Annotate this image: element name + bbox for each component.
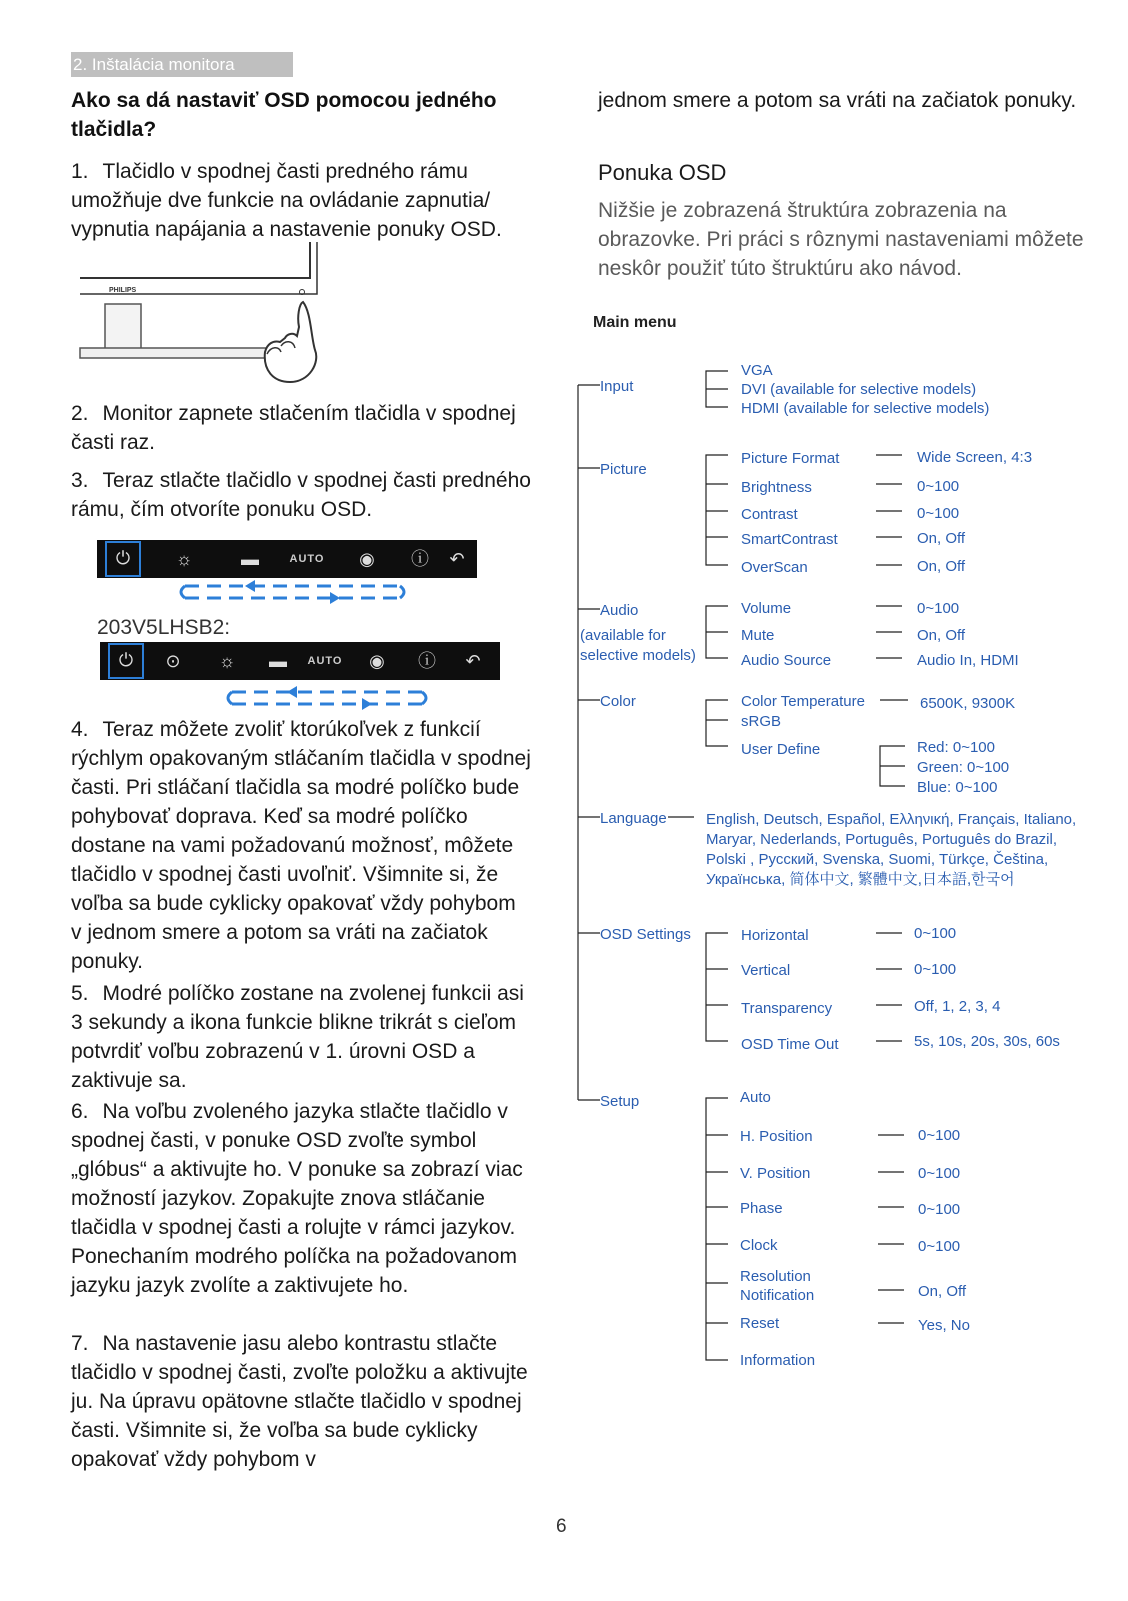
submenu-value: Green: 0~100 [917,759,1010,776]
contrast-icon: ▬ [241,549,259,569]
submenu-value: Audio In, HDMI [917,652,1019,669]
submenu-value: 0~100 [914,961,957,978]
submenu-value: On, Off [917,558,966,575]
submenu-item: Brightness [741,479,812,496]
step-text: Modré políčko zostane na zvolenej funkcii asi 3 sekundy a ikona funkcie blikne trikrát s cieľom potvrdiť voľbu zobrazenú v 1. úrovni OSD a zaktivuje sa. [71,982,524,1092]
submenu-value: 0~100 [917,478,960,495]
power-icon: ⏻ [105,541,141,577]
language-globe-icon: ◉ [369,651,385,671]
menu-input: Input [600,378,634,395]
step-text: Na voľbu zvoleného jazyka stlačte tlačidlo v spodnej časti, v ponuke OSD zvoľte symbol „glóbus“ a aktivujte ho. V ponuke sa zobrazí viac možností jazykov. Zopakujte znova stláčanie tlačidla v spodnej časti a rolujte v rámci jazykov. Ponechaním modrého políčka na požadovanom jazyku jazyk zvolíte a zaktivujete ho. [71,1100,523,1297]
step-4 [71,715,531,976]
submenu-item: HDMI (available for selective models) [741,400,990,417]
language-list: Maryar, Nederlands, Português, Português do Brazil, [706,831,1058,848]
menu-audio-note: selective models) [580,647,696,664]
submenu-item: Transparency [741,1000,833,1017]
submenu-item: Information [740,1352,816,1369]
model-label: 203V5LHSB2: [97,616,231,639]
step-text: Monitor zapnete stlačením tlačidla v spodnej časti raz. [71,402,516,454]
power-icon: ⏻ [108,643,144,679]
submenu-item: Auto [740,1089,771,1106]
step-text: Teraz stlačte tlačidlo v spodnej časti predného rámu, čím otvoríte ponuku OSD. [71,469,531,521]
submenu-value: 0~100 [914,925,957,942]
submenu-item: User Define [741,741,821,758]
menu-picture: Picture [600,461,647,478]
step-6 [71,1097,531,1300]
submenu-value: 0~100 [917,505,960,522]
submenu-item: Clock [740,1237,778,1254]
submenu-value: 5s, 10s, 20s, 30s, 60s [914,1033,1060,1050]
language-list: Українська, 简体中文, 繁體中文,日本語,한국어 [706,871,1015,888]
submenu-item: H. Position [740,1128,813,1145]
submenu-value: On, Off [917,627,966,644]
brightness-icon: ☼ [218,651,236,671]
submenu-value: On, Off [918,1283,967,1300]
tree-main-menu: Main menu [593,314,677,331]
cycle-arrow-1 [175,578,415,608]
menu-setup: Setup [600,1093,640,1110]
monitor-button-illustration [75,242,335,392]
submenu-value: Yes, No [918,1317,970,1334]
cycle-arrow-2 [222,684,436,714]
osd-menu-tree [570,305,1100,1385]
step-text: Tlačidlo v spodnej časti predného rámu umožňuje dve funkcie na ovládanie zapnutia/ vypnutia napájania a nastavenie ponuky OSD. [71,160,502,241]
page-number: 6 [556,1516,567,1537]
submenu-item: Volume [741,600,792,617]
submenu-item: Picture Format [741,450,840,467]
submenu-value: 0~100 [918,1165,961,1182]
submenu-item: Vertical [741,962,791,979]
auto-label: AUTO [307,655,343,667]
step-number: 7. [71,1332,89,1355]
submenu-value: Blue: 0~100 [917,779,998,796]
menu-language: Language [600,810,667,827]
submenu-item: Phase [740,1200,783,1217]
continuation-text: jednom smere a potom sa vráti na začiatok ponuky. [598,89,1077,112]
submenu-item: Contrast [741,506,798,523]
submenu-item: Mute [741,627,775,644]
submenu-item: V. Position [740,1165,811,1182]
back-icon: ↶ [449,549,465,569]
step-text: Na nastavenie jasu alebo kontrastu stlačte tlačidlo v spodnej časti, zvoľte položku a aktivujte ju. Na úpravu opätovne stlačte tlačidlo v spodnej časti. Všimnite si, že voľba sa bude cyklicky opakovať vždy pohybom v [71,1332,528,1471]
submenu-item: Audio Source [741,652,832,669]
submenu-value: 0~100 [918,1127,961,1144]
submenu-item: VGA [741,362,773,379]
step-5 [71,979,531,1095]
input-icon: ⊙ [165,651,181,671]
menu-osd-settings: OSD Settings [600,926,691,943]
step-number: 5. [71,982,89,1005]
submenu-item: OverScan [741,559,808,576]
submenu-value: Red: 0~100 [917,739,995,756]
submenu-value: On, Off [917,530,966,547]
section-tab: 2. Inštalácia monitora [71,52,293,77]
step-number: 2. [71,402,89,425]
step-7 [71,1329,531,1474]
submenu-value: 6500K, 9300K [920,695,1016,712]
submenu-item: SmartContrast [741,531,838,548]
step-number: 1. [71,160,89,183]
submenu-item: Color Temperature [741,693,865,710]
step-number: 6. [71,1100,89,1123]
step-2 [71,399,531,457]
osd-intro-text: Nižšie je zobrazená štruktúra zobrazenia na obrazovke. Pri práci s rôznymi nastaveniami môžete neskôr použiť túto štruktúru ako návod. [598,199,1084,280]
auto-label: AUTO [289,553,325,565]
submenu-value: Off, 1, 2, 3, 4 [914,998,1001,1015]
submenu-value: 0~100 [918,1201,961,1218]
monitor-logo: PHILIPS [109,287,137,294]
menu-audio: Audio [600,602,639,619]
submenu-value: 0~100 [918,1238,961,1255]
step-text: Teraz môžete zvoliť ktorúkoľvek z funkcií rýchlym opakovaným stláčaním tlačidla v spodnej časti. Pri stláčaní tlačidla sa modré políčko bude pohybovať doprava. Keď sa modré políčko dostane na vami požadovanú možnosť, môžete tlačidlo v spodnej časti uvoľniť. Všimnite si, že voľba sa bude cyklicky opakovať vždy pohybom v jednom smere a potom sa vráti na začiatok ponuky. [71,718,531,973]
brightness-icon: ☼ [175,549,193,569]
submenu-value: 0~100 [917,600,960,617]
language-list: English, Deutsch, Español, Ελληνική, Français, Italiano, [706,811,1077,828]
submenu-item: OSD Time Out [741,1036,839,1053]
info-icon: ⓘ [418,651,436,671]
section-heading: Ako sa dá nastaviť OSD pomocou jedného tlačidla? [71,89,497,141]
language-list: Polski , Русский, Svenska, Suomi, Türkçe, Čeština, [706,851,1049,868]
osd-button-bar-model [100,642,500,680]
language-globe-icon: ◉ [359,549,375,569]
step-1 [71,157,531,244]
step-3 [71,466,531,524]
step-number: 3. [71,469,89,492]
submenu-item: Resolution [740,1268,811,1285]
submenu-item: sRGB [741,713,782,730]
osd-section-title: Ponuka OSD [598,160,727,185]
submenu-item: Reset [740,1315,780,1332]
back-icon: ↶ [465,651,481,671]
submenu-value: Wide Screen, 4:3 [917,449,1033,466]
osd-button-bar [97,540,477,578]
submenu-item: DVI (available for selective models) [741,381,977,398]
submenu-item: Horizontal [741,927,809,944]
menu-audio-note: (available for [580,627,666,644]
menu-color: Color [600,693,636,710]
info-icon: ⓘ [411,549,429,569]
contrast-icon: ▬ [269,651,287,671]
submenu-item: Notification [740,1287,815,1304]
step-number: 4. [71,718,89,741]
